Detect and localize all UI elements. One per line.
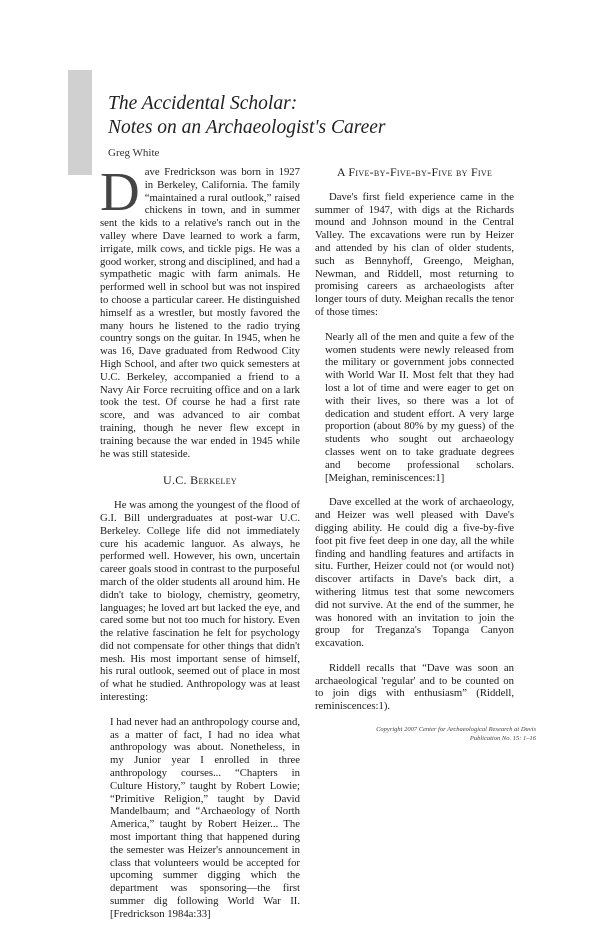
footer-publication: Publication No. 15: 1–16 xyxy=(469,735,536,742)
left-column xyxy=(100,161,300,933)
decorative-bar xyxy=(68,70,92,175)
meighan-quote: Nearly all of the men and quite a few of the women students were newly released from the military or government jobs connected with World War II. Most felt that they had lost a lot of time and were eager to get on with their lives, so there was a lot of dedication and student effort. A very large proportion (about 80% by my guess) of the students who sought out archaeology classes went on to take graduate degrees and become professional scholars. [Meighan, reminiscences:1] xyxy=(325,330,514,484)
footer-copyright: Copyright 2007 Center for Archaeological Research at Davis xyxy=(376,726,536,733)
title-line-2: Notes on an Archaeologist's Career xyxy=(108,117,386,138)
title-line-1: The Accidental Scholar: xyxy=(108,93,298,114)
riddell-paragraph: Riddell recalls that “Dave was soon an archaeological 'regular' and to be counted on to join digs with enthusiasm” (Riddell, reminiscences:1). xyxy=(315,661,514,713)
section-heading-five-by-five: A Five-by-Five-by-Five by Five xyxy=(336,165,493,179)
section-heading-berkeley: U.C. Berkeley xyxy=(162,473,237,488)
copyright-footer xyxy=(376,725,536,743)
berkeley-paragraph: He was among the youngest of the flood of G.I. Bill undergraduates at post-war U.C. Berkeley. College life did not immediately cure his academic languor. As always, he performed well. However, his own, uncertain career goals stood in contrast to the purposeful march of the older students all around him. He didn't take to biology, chemistry, geometry, languages; he loved art but lacked the eye, and cared some but not too much for history. Even the relative fascination he felt for psychology did not compensate for other things that didn't mesh. His most important sense of himself, his rural outlook, seemed out of place in most of what he studied. Anthropology was at least interesting: xyxy=(100,499,300,704)
drop-cap: D xyxy=(100,161,140,222)
author-name: Greg White xyxy=(108,147,160,159)
right-column xyxy=(315,166,514,713)
digging-ability-paragraph: Dave excelled at the work of archaeology, and Heizer was well pleased with Dave's digging ability. He could dig a five-by-five foot pit five feet deep in one day, all the while finding and handling features and artifacts in situ. Further, Heizer could not (or would not) discover artifacts in Dave's back dirt, a withering litmus test that some newcomers did not survive. At the end of the summer, he was honored with an invitation to join the group for Treganza's Topanga Canyon excavation. xyxy=(315,496,514,650)
intro-paragraph xyxy=(100,161,300,460)
intro-text: ave Fredrickson was born in 1927 in Berkeley, California. The family “maintained a rural outlook,” raised chickens in town, and in summer sent the kids to a relative's ranch out in the valley where Dave learned to work a farm, irrigate, milk cows, and tickle pigs. He was a good worker, strong and disciplined, and had a sympathetic magic with farm animals. He performed well in school but was not inspired to choose a particular career. He distinguished himself as a wrestler, but mostly favored the many hours he listened to the radio trying country songs on the guitar. In 1945, when he was 16, Dave graduated from Redwood City High School, and after two quick semesters at U.C. Berkeley, accompanied a friend to a Navy Air Force recruiting office and on a lark took the test. Of course he had a first rate score, and was advanced to air combat training, though he never flew except in training because the war ended in 1945 while he was still stateside. xyxy=(100,166,300,460)
field-experience-paragraph: Dave's first field experience came in the summer of 1947, with digs at the Richards mound and Johnson mound in the Central Valley. The excavations were run by Heizer and attended by his clan of older students, such as Bennyhoff, Greengo, Meighan, Newman, and Riddell, most returning to promising careers as archaeologists after longer tours of duty. Meighan recalls the tenor of those times: xyxy=(315,190,514,318)
article-title xyxy=(108,92,386,140)
fredrickson-quote: I had never had an anthropology course and, as a matter of fact, I had no idea what anthropology was about. Nonetheless, in my Junior year I enrolled in three anthropology courses... “Chapters in Culture History,” taught by Robert Lowie; “Primitive Religion,” taught by David Mandelbaum; and “Archaeology of North America,” taught by Robert Heizer... The most important thing that happened during the semester was Heizer's announcement in class that volunteers would be accepted for upcoming summer digging which the department was sponsoring—the first summer dig following World War II. [Fredrickson 1984a:33] xyxy=(110,715,300,920)
